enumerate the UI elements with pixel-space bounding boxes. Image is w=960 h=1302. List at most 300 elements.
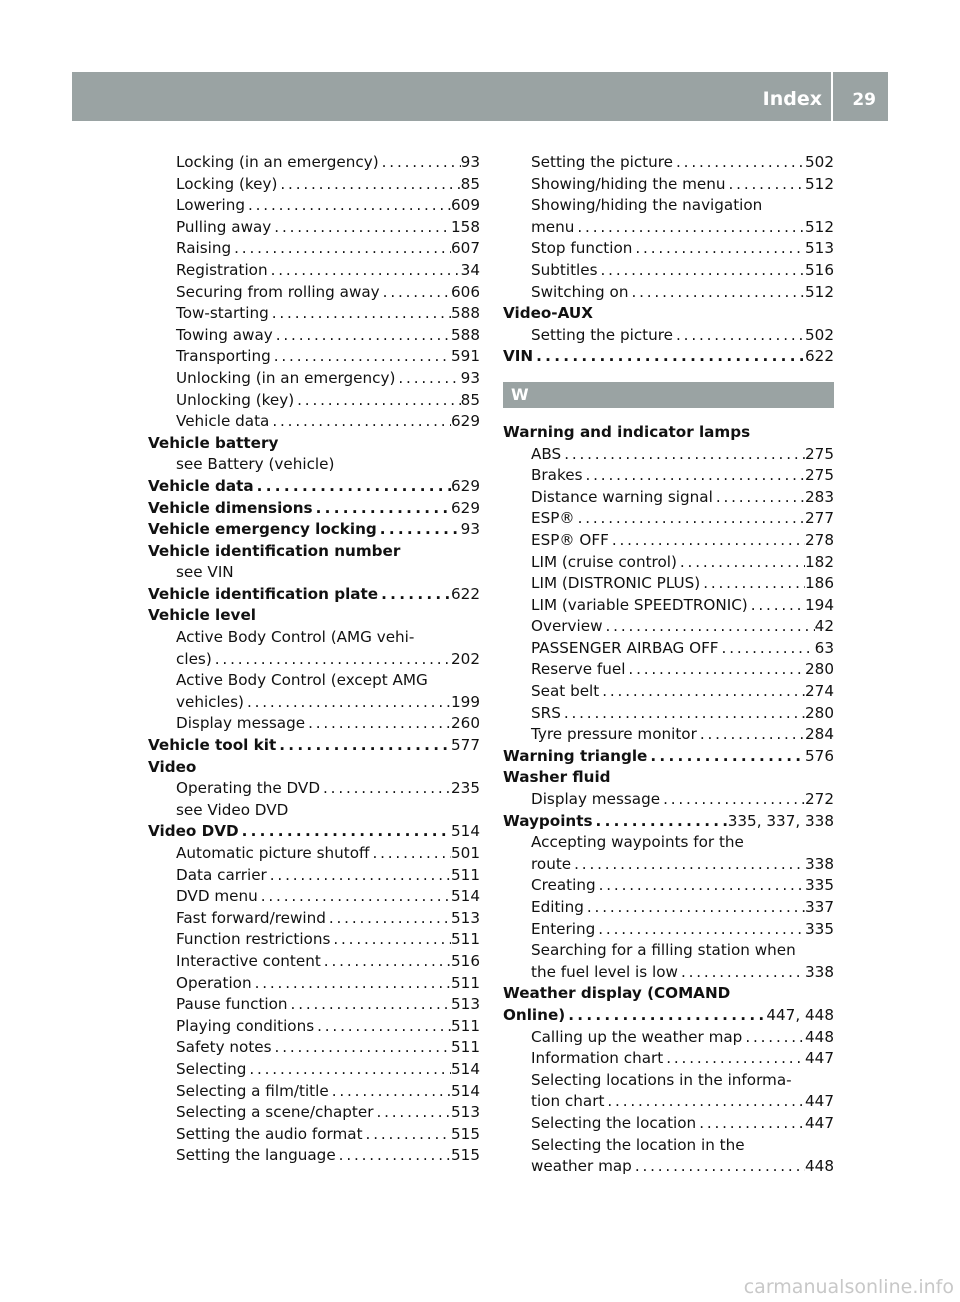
page-reference: 576 (805, 746, 834, 765)
leader-dots (561, 703, 805, 725)
leader-dots (584, 897, 805, 919)
entry-label: Creating (531, 876, 596, 895)
page-reference: 588 (451, 304, 480, 323)
index-subentry (148, 929, 480, 951)
leader-dots (603, 616, 815, 638)
entry-label: tion chart (531, 1092, 605, 1111)
page-reference: 63 (814, 638, 834, 657)
leader-dots (268, 260, 461, 282)
page-reference: 512 (805, 174, 834, 193)
page-reference: 283 (805, 487, 834, 506)
index-subentry (503, 919, 834, 941)
page-reference: 278 (805, 530, 834, 549)
entry-label: vehicles) (176, 692, 244, 711)
index-subentry (148, 195, 480, 217)
index-subentry (503, 1156, 834, 1178)
entry-label: Accepting waypoints for the (531, 833, 744, 852)
entry-label: ESP® OFF (531, 530, 609, 549)
entry-label: cles) (176, 649, 212, 668)
entry-label: VIN (503, 347, 534, 366)
page-reference: 158 (451, 217, 480, 236)
entry-label: Setting the picture (531, 153, 674, 171)
entry-label: LIM (cruise control) (531, 552, 677, 571)
index-subentry (148, 994, 480, 1016)
entry-label: SRS (531, 703, 561, 722)
leader-dots (574, 217, 805, 239)
leader-dots (369, 843, 451, 865)
leader-dots (329, 1081, 451, 1103)
entry-label: Waypoints (503, 811, 593, 830)
leader-dots (320, 778, 451, 800)
leader-dots (575, 508, 805, 530)
entry-label: Safety notes (176, 1038, 272, 1057)
index-subentry (148, 303, 480, 325)
index-subentry (148, 778, 480, 800)
leader-dots (212, 649, 451, 671)
leader-dots (258, 886, 451, 908)
index-subentry (503, 832, 834, 854)
page-reference: 335 (805, 876, 834, 895)
index-subentry (148, 1059, 480, 1081)
page-reference: 516 (805, 260, 834, 279)
page-reference: 512 (805, 217, 834, 236)
index-subentry (148, 649, 480, 671)
page-reference: 629 (451, 498, 480, 517)
entry-label: Vehicle identification number (148, 541, 401, 560)
leader-dots (565, 1005, 766, 1027)
index-subentry (503, 638, 834, 660)
page-reference: 274 (805, 682, 834, 701)
index-subentry (503, 174, 834, 196)
entry-label: see Video DVD (176, 800, 289, 819)
entry-label: Securing from rolling away (176, 282, 380, 301)
entry-label: LIM (DISTRONIC PLUS) (531, 574, 701, 593)
entry-label: Subtitles (531, 260, 598, 279)
page-reference: 284 (805, 725, 834, 744)
index-heading (148, 605, 480, 627)
entry-label: Operating the DVD (176, 779, 321, 798)
leader-dots (271, 217, 451, 239)
index-subentry (503, 238, 834, 260)
index-heading (148, 757, 480, 779)
index-subentry (148, 562, 480, 584)
entry-label: Display message (531, 790, 661, 809)
header-divider (831, 72, 833, 121)
index-subentry (148, 390, 480, 412)
index-subentry (148, 692, 480, 714)
leader-dots (593, 811, 728, 833)
page-reference: 338 (805, 962, 834, 981)
page-reference: 606 (451, 282, 480, 301)
letter-heading: W (503, 382, 834, 408)
index-subentry (503, 724, 834, 746)
page-reference: 516 (451, 951, 480, 970)
entry-label: Selecting the location in the (531, 1135, 745, 1154)
leader-dots (719, 638, 815, 660)
entry-label: Setting the audio format (176, 1124, 363, 1143)
entry-label: Tow-starting (176, 304, 269, 323)
leader-dots (625, 659, 805, 681)
page-reference: 335, 337, 338 (727, 811, 834, 830)
index-subentry (148, 325, 480, 347)
page-reference: 235 (451, 779, 480, 798)
entry-label: Stop function (531, 239, 633, 258)
leader-dots (288, 994, 451, 1016)
index-subentry (148, 260, 480, 282)
index-column-left (148, 152, 480, 1167)
entry-label: Operation (176, 973, 252, 992)
index-subentry (503, 595, 834, 617)
index-subentry (148, 217, 480, 239)
page-reference: 511 (451, 973, 480, 992)
entry-label: Display message (176, 714, 306, 733)
entry-label: Weather display (COMAND (503, 984, 731, 1003)
leader-dots (595, 919, 805, 941)
index-subentry (148, 670, 480, 692)
leader-dots (267, 865, 451, 887)
entry-label: Data carrier (176, 865, 267, 884)
index-subentry (148, 152, 480, 174)
leader-dots (647, 746, 805, 768)
entry-label: Washer fluid (503, 768, 611, 787)
page-reference: 511 (451, 1016, 480, 1035)
page-reference: 335 (805, 919, 834, 938)
page-reference: 501 (451, 844, 480, 862)
leader-dots (598, 260, 805, 282)
index-subentry (503, 875, 834, 897)
index-heading (148, 498, 480, 520)
entry-label: Vehicle dimensions (148, 498, 313, 517)
index-heading (503, 346, 834, 368)
entry-label: Video (148, 757, 197, 776)
entry-label: Vehicle tool kit (148, 736, 277, 755)
index-subentry (148, 1016, 480, 1038)
leader-dots (378, 584, 451, 606)
page-reference: 512 (805, 282, 834, 301)
index-heading (503, 811, 834, 833)
index-entries-v (503, 152, 834, 368)
index-heading (503, 767, 834, 789)
index-subentry (148, 843, 480, 865)
entry-label: see Battery (vehicle) (176, 455, 335, 474)
leader-dots (269, 303, 451, 325)
entry-label: Playing conditions (176, 1016, 315, 1035)
leader-dots (276, 735, 451, 757)
entry-label: ESP® (531, 509, 575, 528)
index-subentry (503, 1070, 834, 1092)
page-reference: 202 (451, 649, 480, 668)
leader-dots (294, 390, 461, 412)
entry-label: Information chart (531, 1049, 664, 1068)
index-subentry (503, 487, 834, 509)
index-subentry (503, 444, 834, 466)
leader-dots (533, 346, 805, 368)
leader-dots (313, 498, 451, 520)
page-reference: 337 (805, 898, 834, 916)
leader-dots (726, 174, 805, 196)
leader-dots (377, 519, 461, 541)
page-reference: 513 (451, 995, 480, 1014)
page-reference: 447 (805, 1092, 834, 1111)
leader-dots (244, 692, 451, 714)
entry-label: Vehicle emergency locking (148, 520, 377, 539)
page-reference: 513 (451, 1103, 480, 1122)
page-reference: 588 (451, 325, 480, 344)
leader-dots (748, 595, 805, 617)
leader-dots (380, 282, 451, 304)
watermark: carmanualsonline.info (743, 1276, 954, 1298)
index-subentry (503, 1027, 834, 1049)
page-reference: 42 (814, 617, 834, 636)
entry-label: Searching for a filling station when (531, 941, 796, 960)
leader-dots (277, 174, 460, 196)
page-reference: 93 (460, 520, 480, 539)
leader-dots (696, 1113, 805, 1135)
leader-dots (373, 1102, 451, 1124)
leader-dots (239, 821, 451, 843)
page-reference: 622 (451, 584, 480, 603)
entry-label: Registration (176, 260, 268, 279)
entry-label: DVD menu (176, 887, 258, 906)
page-reference: 514 (451, 887, 480, 906)
leader-dots (246, 1059, 451, 1081)
index-subentry (503, 681, 834, 703)
page-reference: 511 (451, 1038, 480, 1057)
entry-label: Calling up the weather map (531, 1027, 743, 1046)
index-subentry (148, 1124, 480, 1146)
index-subentry (503, 854, 834, 876)
page-reference: 260 (451, 714, 480, 733)
leader-dots (305, 713, 451, 735)
page-reference: 85 (460, 390, 480, 409)
entry-label: Vehicle identification plate (148, 584, 379, 603)
entry-label: Warning triangle (503, 746, 648, 765)
index-subentry (148, 627, 480, 649)
index-subentry (503, 573, 834, 595)
entry-label: Editing (531, 898, 584, 916)
leader-dots (231, 238, 451, 260)
leader-dots (582, 465, 805, 487)
index-entries-w (503, 422, 834, 1178)
entry-label: Selecting the location (531, 1113, 697, 1132)
entry-label: Fast forward/rewind (176, 908, 326, 927)
page-header (72, 72, 888, 121)
entry-label: Selecting (176, 1059, 247, 1078)
page-reference: 182 (805, 552, 834, 571)
page-number: 29 (852, 90, 876, 110)
leader-dots (697, 724, 805, 746)
entry-label: Raising (176, 239, 232, 258)
index-subentry (503, 789, 834, 811)
page-reference: 609 (451, 196, 480, 215)
entry-label: PASSENGER AIRBAG OFF (531, 638, 719, 657)
entry-label: Transporting (176, 347, 271, 366)
entry-label: Locking (in an emergency) (176, 153, 379, 171)
entry-label: Entering (531, 919, 596, 938)
leader-dots (273, 325, 451, 347)
index-heading (148, 735, 480, 757)
entry-label: see VIN (176, 563, 234, 582)
entry-label: Towing away (176, 325, 273, 344)
page-reference: 514 (451, 1081, 480, 1100)
entry-label: Video DVD (148, 822, 239, 841)
index-subentry (503, 152, 834, 174)
leader-dots (252, 973, 451, 995)
index-subentry (503, 195, 834, 217)
entry-label: Active Body Control (AMG vehi- (176, 628, 415, 647)
page-reference: 513 (805, 239, 834, 258)
index-subentry (148, 174, 480, 196)
entry-label: Vehicle data (148, 476, 254, 495)
index-subentry (148, 1081, 480, 1103)
index-subentry (503, 508, 834, 530)
entry-label: Selecting a film/title (176, 1081, 329, 1100)
index-subentry (503, 465, 834, 487)
leader-dots (660, 789, 805, 811)
page-reference: 511 (451, 865, 480, 884)
leader-dots (321, 951, 451, 973)
leader-dots (599, 681, 805, 703)
leader-dots (272, 1037, 451, 1059)
leader-dots (678, 962, 805, 984)
section-title: Index (762, 88, 822, 110)
entry-label: Vehicle data (176, 412, 270, 431)
page-reference: 34 (460, 260, 480, 279)
leader-dots (561, 444, 805, 466)
leader-dots (609, 530, 805, 552)
index-subentry (148, 1102, 480, 1124)
index-subentry (148, 1037, 480, 1059)
page-reference: 511 (451, 930, 480, 949)
leader-dots (571, 854, 805, 876)
page-reference: 447 (805, 1113, 834, 1132)
leader-dots (245, 195, 451, 217)
page-reference: 622 (805, 347, 834, 366)
index-subentry (503, 325, 834, 347)
page-reference: 93 (460, 368, 480, 387)
entry-label: Function restrictions (176, 930, 331, 949)
entry-label: Overview (531, 617, 603, 636)
page-reference: 447, 448 (766, 1005, 834, 1024)
leader-dots (742, 1027, 805, 1049)
leader-dots (330, 929, 451, 951)
index-subentry (503, 1091, 834, 1113)
entry-label: Online) (503, 1005, 566, 1024)
leader-dots (596, 875, 805, 897)
leader-dots (314, 1016, 451, 1038)
page-reference: 577 (451, 736, 480, 755)
index-subentry (148, 454, 480, 476)
entry-label: LIM (variable SPEEDTRONIC) (531, 595, 748, 614)
page-reference: 513 (451, 908, 480, 927)
page-reference: 280 (805, 660, 834, 679)
entry-label: ABS (531, 444, 562, 463)
index-subentry (148, 368, 480, 390)
page-reference: 515 (451, 1146, 480, 1165)
index-subentry (148, 1145, 480, 1167)
index-heading (503, 303, 834, 325)
leader-dots (604, 1091, 805, 1113)
page-reference: 194 (805, 595, 834, 614)
index-subentry (148, 951, 480, 973)
index-subentry (503, 703, 834, 725)
page-reference: 448 (805, 1027, 834, 1046)
index-subentry (148, 886, 480, 908)
entry-label: Video-AUX (503, 304, 593, 323)
entry-label: Vehicle level (148, 606, 256, 625)
entry-label: Showing/hiding the menu (531, 174, 726, 193)
index-subentry (503, 282, 834, 304)
index-heading (503, 1005, 834, 1027)
index-subentry (503, 1113, 834, 1135)
leader-dots (628, 282, 805, 304)
index-subentry (148, 800, 480, 822)
index-subentry (503, 962, 834, 984)
leader-dots (632, 1156, 805, 1178)
index-subentry (503, 616, 834, 638)
page-reference: 448 (805, 1157, 834, 1176)
page-reference: 502 (805, 153, 834, 171)
entry-label: Lowering (176, 196, 245, 215)
leader-dots (663, 1048, 805, 1070)
index-subentry (148, 346, 480, 368)
leader-dots (336, 1145, 451, 1167)
page-reference: 514 (451, 1059, 480, 1078)
index-subentry (503, 940, 834, 962)
page-reference: 607 (451, 239, 480, 258)
index-subentry (148, 282, 480, 304)
entry-label: Setting the picture (531, 325, 674, 344)
index-heading (148, 584, 480, 606)
leader-dots (713, 487, 805, 509)
index-heading (148, 476, 480, 498)
index-subentry (148, 973, 480, 995)
page-reference: 447 (805, 1049, 834, 1068)
entry-label: Showing/hiding the navigation (531, 196, 763, 215)
index-subentry (503, 217, 834, 239)
entry-label: Selecting a scene/chapter (176, 1103, 374, 1122)
entry-label: Unlocking (in an emergency) (176, 368, 396, 387)
index-heading (148, 519, 480, 541)
index-heading (148, 541, 480, 563)
page-reference: 591 (451, 347, 480, 366)
entry-label: route (531, 854, 572, 873)
entry-label: Seat belt (531, 682, 600, 701)
index-heading (148, 433, 480, 455)
index-subentry (148, 908, 480, 930)
entry-label: Active Body Control (except AMG (176, 671, 428, 690)
entry-label: Pause function (176, 995, 288, 1014)
page-reference: 629 (451, 412, 480, 431)
index-subentry (148, 411, 480, 433)
page-reference: 629 (451, 476, 480, 495)
index-subentry (503, 897, 834, 919)
leader-dots (379, 152, 461, 174)
leader-dots (363, 1124, 451, 1146)
index-subentry (503, 659, 834, 681)
index-heading (503, 983, 834, 1005)
page-reference: 514 (451, 822, 480, 841)
entry-label: Reserve fuel (531, 660, 626, 679)
leader-dots (677, 552, 805, 574)
index-subentry (503, 1135, 834, 1157)
entry-label: Setting the language (176, 1146, 336, 1165)
index-subentry (503, 552, 834, 574)
page-reference: 93 (460, 153, 480, 171)
page-reference: 85 (460, 174, 480, 193)
page-reference: 199 (451, 692, 480, 711)
leader-dots (326, 908, 451, 930)
